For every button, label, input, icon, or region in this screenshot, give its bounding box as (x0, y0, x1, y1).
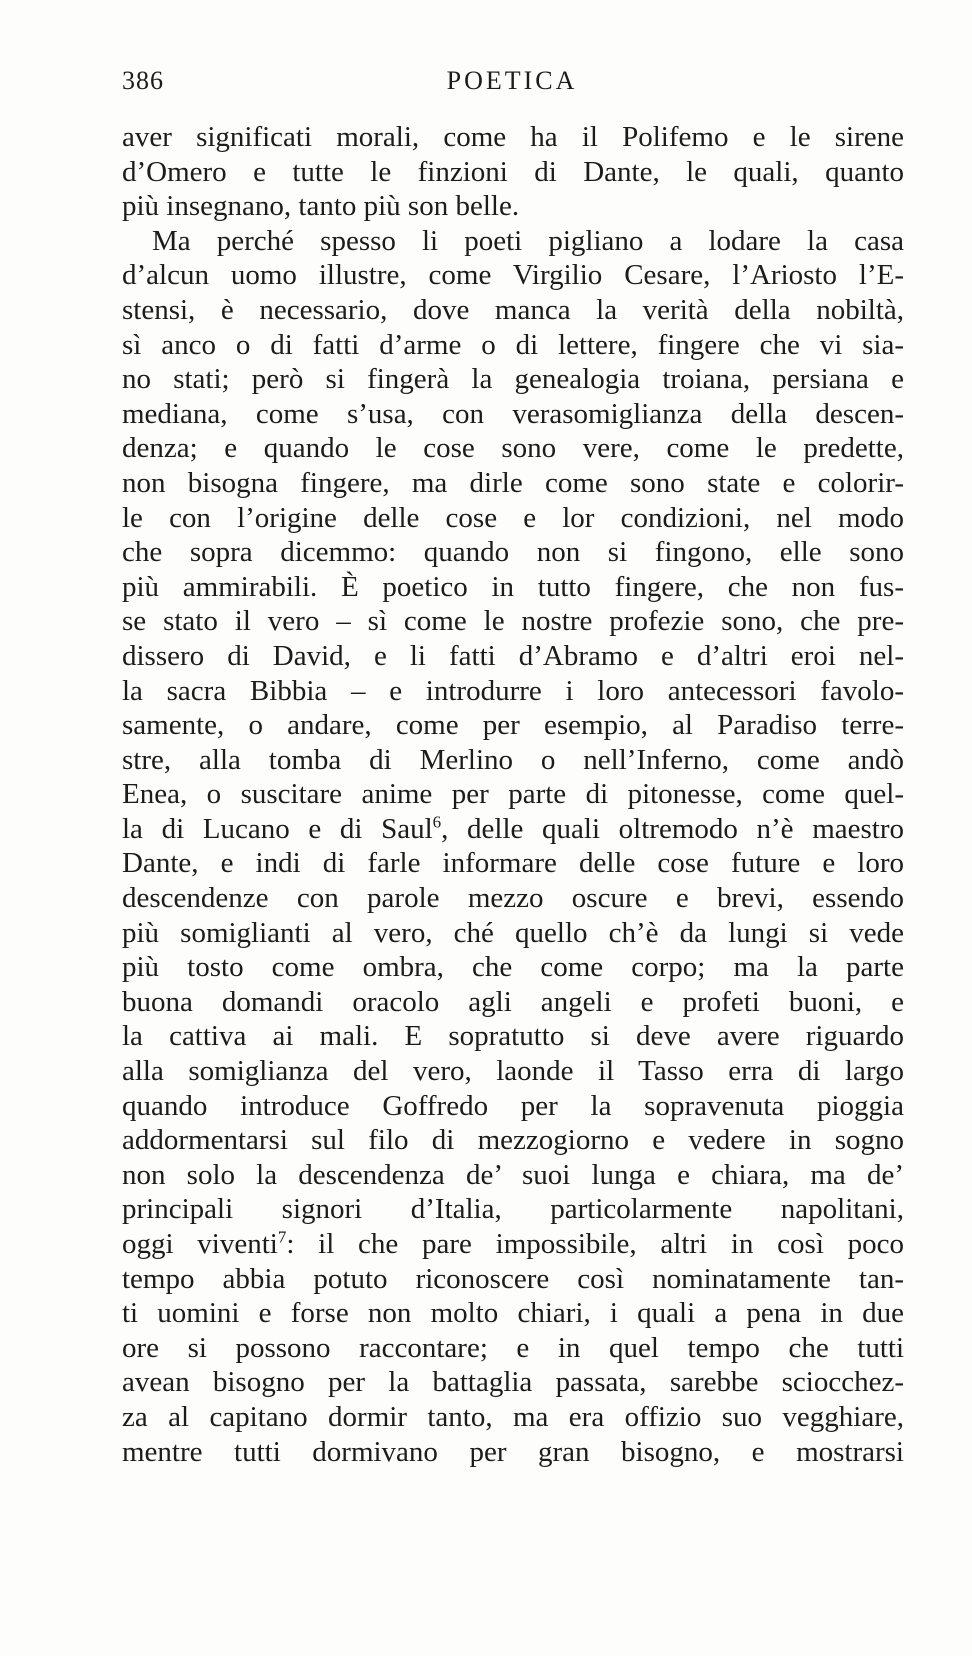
text-line-content: Ma perché spesso li poeti pigliano a lodare la casa (152, 224, 904, 257)
text-line (122, 674, 904, 709)
text-line-content: mentre tutti dormivano per gran bisogno, e mostrarsi (122, 1435, 904, 1468)
text-line-content: più insegnano, tanto più son belle. (122, 190, 520, 223)
text-line-content: tempo abbia potuto riconoscere così nominatamente tan- (122, 1262, 904, 1295)
text-line (122, 431, 904, 466)
text-line-content: non solo la descendenza de’ suoi lunga e chiara, ma de’ (122, 1158, 904, 1191)
footnote-marker: 7 (277, 1227, 287, 1247)
text-line-content: alla somiglianza del vero, laonde il Tasso erra di largo (122, 1055, 904, 1088)
text-line-content: oggi viventi (122, 1228, 278, 1260)
text-line (122, 155, 904, 190)
text-line-content: stre, alla tomba di Merlino o nell’Inferno, come andò (122, 743, 904, 776)
text-line-content: la di Lucano e di Saul (122, 812, 433, 845)
text-line-content: le con l’origine delle cose e lor condizioni, nel modo (122, 501, 904, 534)
text-line (122, 639, 904, 674)
text-line (122, 224, 904, 259)
text-line (122, 950, 904, 985)
text-line-content: ore si possono raccontare; e in quel tempo che tutti (122, 1331, 904, 1364)
text-line (122, 604, 904, 639)
text-line-content: d’Omero e tutte le finzioni di Dante, le quali, quanto (122, 155, 904, 188)
text-line-content: buona domandi oracolo agli angeli e profeti buoni, e (122, 985, 904, 1018)
text-line (122, 1435, 904, 1470)
text-line-continuation: : il che pare impossibile, altri in così poco (286, 1228, 904, 1260)
text-line-content: dissero di David, e li fatti d’Abramo e d’altri eroi nel- (122, 639, 904, 672)
running-head: POETICA (446, 66, 578, 95)
text-line (122, 1227, 904, 1262)
text-line (122, 570, 904, 605)
text-line-content: samente, o andare, come per esempio, al Paradiso terre- (122, 709, 904, 742)
text-line (122, 1296, 904, 1331)
text-line (122, 293, 904, 328)
text-line (122, 1262, 904, 1297)
text-line (122, 708, 904, 743)
text-line-content: più tosto come ombra, che come corpo; ma la parte (122, 951, 904, 984)
text-line (122, 328, 904, 363)
text-line (122, 1331, 904, 1366)
text-line-content: non bisogna fingere, ma dirle come sono state e colorir- (122, 466, 904, 499)
text-line (122, 120, 904, 155)
text-line-content: descendenze con parole mezzo oscure e brevi, essendo (122, 882, 904, 915)
text-line (122, 777, 904, 812)
text-line (122, 362, 904, 397)
text-line-content: se stato il vero – sì come le nostre profezie sono, che pre- (122, 605, 904, 638)
text-line (122, 881, 904, 916)
text-line (122, 846, 904, 881)
text-line (122, 985, 904, 1020)
text-line-content: denza; e quando le cose sono vere, come le predette, (122, 432, 904, 465)
text-line-content: za al capitano dormir tanto, ma era offizio suo vegghiare, (122, 1400, 904, 1433)
page-header (122, 66, 902, 106)
text-line (122, 535, 904, 570)
text-line (122, 743, 904, 778)
text-line (122, 1123, 904, 1158)
text-line (122, 397, 904, 432)
text-line (122, 1054, 904, 1089)
text-line-content: d’alcun uomo illustre, come Virgilio Cesare, l’Ariosto l’E- (122, 259, 904, 292)
text-line-content: quando introduce Goffredo per la sopravenuta pioggia (122, 1089, 904, 1122)
text-line-content: Enea, o suscitare anime per parte di pitonesse, come quel- (122, 778, 904, 811)
text-line-content: addormentarsi sul filo di mezzogiorno e vedere in sogno (122, 1124, 904, 1157)
text-line (122, 1019, 904, 1054)
text-line-content: sì anco o di fatti d’arme o di lettere, fingere che vi sia- (122, 328, 904, 361)
body-text (122, 120, 904, 1469)
text-line-continuation: , delle quali oltremodo n’è maestro (441, 812, 904, 845)
text-line-content: principali signori d’Italia, particolarmente napolitani, (122, 1193, 904, 1226)
page-number: 386 (122, 66, 164, 95)
text-line (122, 466, 904, 501)
text-line-content: Dante, e indi di farle informare delle cose future e loro (122, 847, 904, 880)
text-line (122, 501, 904, 536)
text-line (122, 1089, 904, 1124)
text-line-content: aver significati morali, come ha il Polifemo e le sirene (122, 121, 904, 153)
text-line (122, 812, 904, 847)
text-line (122, 1400, 904, 1435)
text-line-content: mediana, come s’usa, con verasomiglianza della descen- (122, 397, 904, 430)
text-line (122, 1365, 904, 1400)
text-line-content: la sacra Bibbia – e introdurre i loro antecessori favolo- (122, 674, 904, 707)
text-line-content: avean bisogno per la battaglia passata, sarebbe sciocchez- (122, 1366, 904, 1399)
text-line (122, 189, 904, 224)
text-line (122, 258, 904, 293)
text-line-content: più somiglianti al vero, ché quello ch’è da lungi si vede (122, 916, 904, 949)
text-line-content: la cattiva ai mali. E sopratutto si deve avere riguardo (122, 1020, 904, 1053)
text-line (122, 1192, 904, 1227)
text-line (122, 916, 904, 951)
footnote-marker: 6 (432, 812, 442, 832)
text-line-content: ti uomini e forse non molto chiari, i quali a pena in due (122, 1297, 904, 1330)
text-line-content: no stati; però si fingerà la genealogia troiana, persiana e (122, 363, 904, 396)
text-line-content: stensi, è necessario, dove manca la verità della nobiltà, (122, 293, 904, 326)
text-line-content: che sopra dicemmo: quando non si fingono, elle sono (122, 536, 904, 569)
text-line-content: più ammirabili. È poetico in tutto fingere, che non fus- (122, 570, 904, 603)
text-line (122, 1158, 904, 1193)
